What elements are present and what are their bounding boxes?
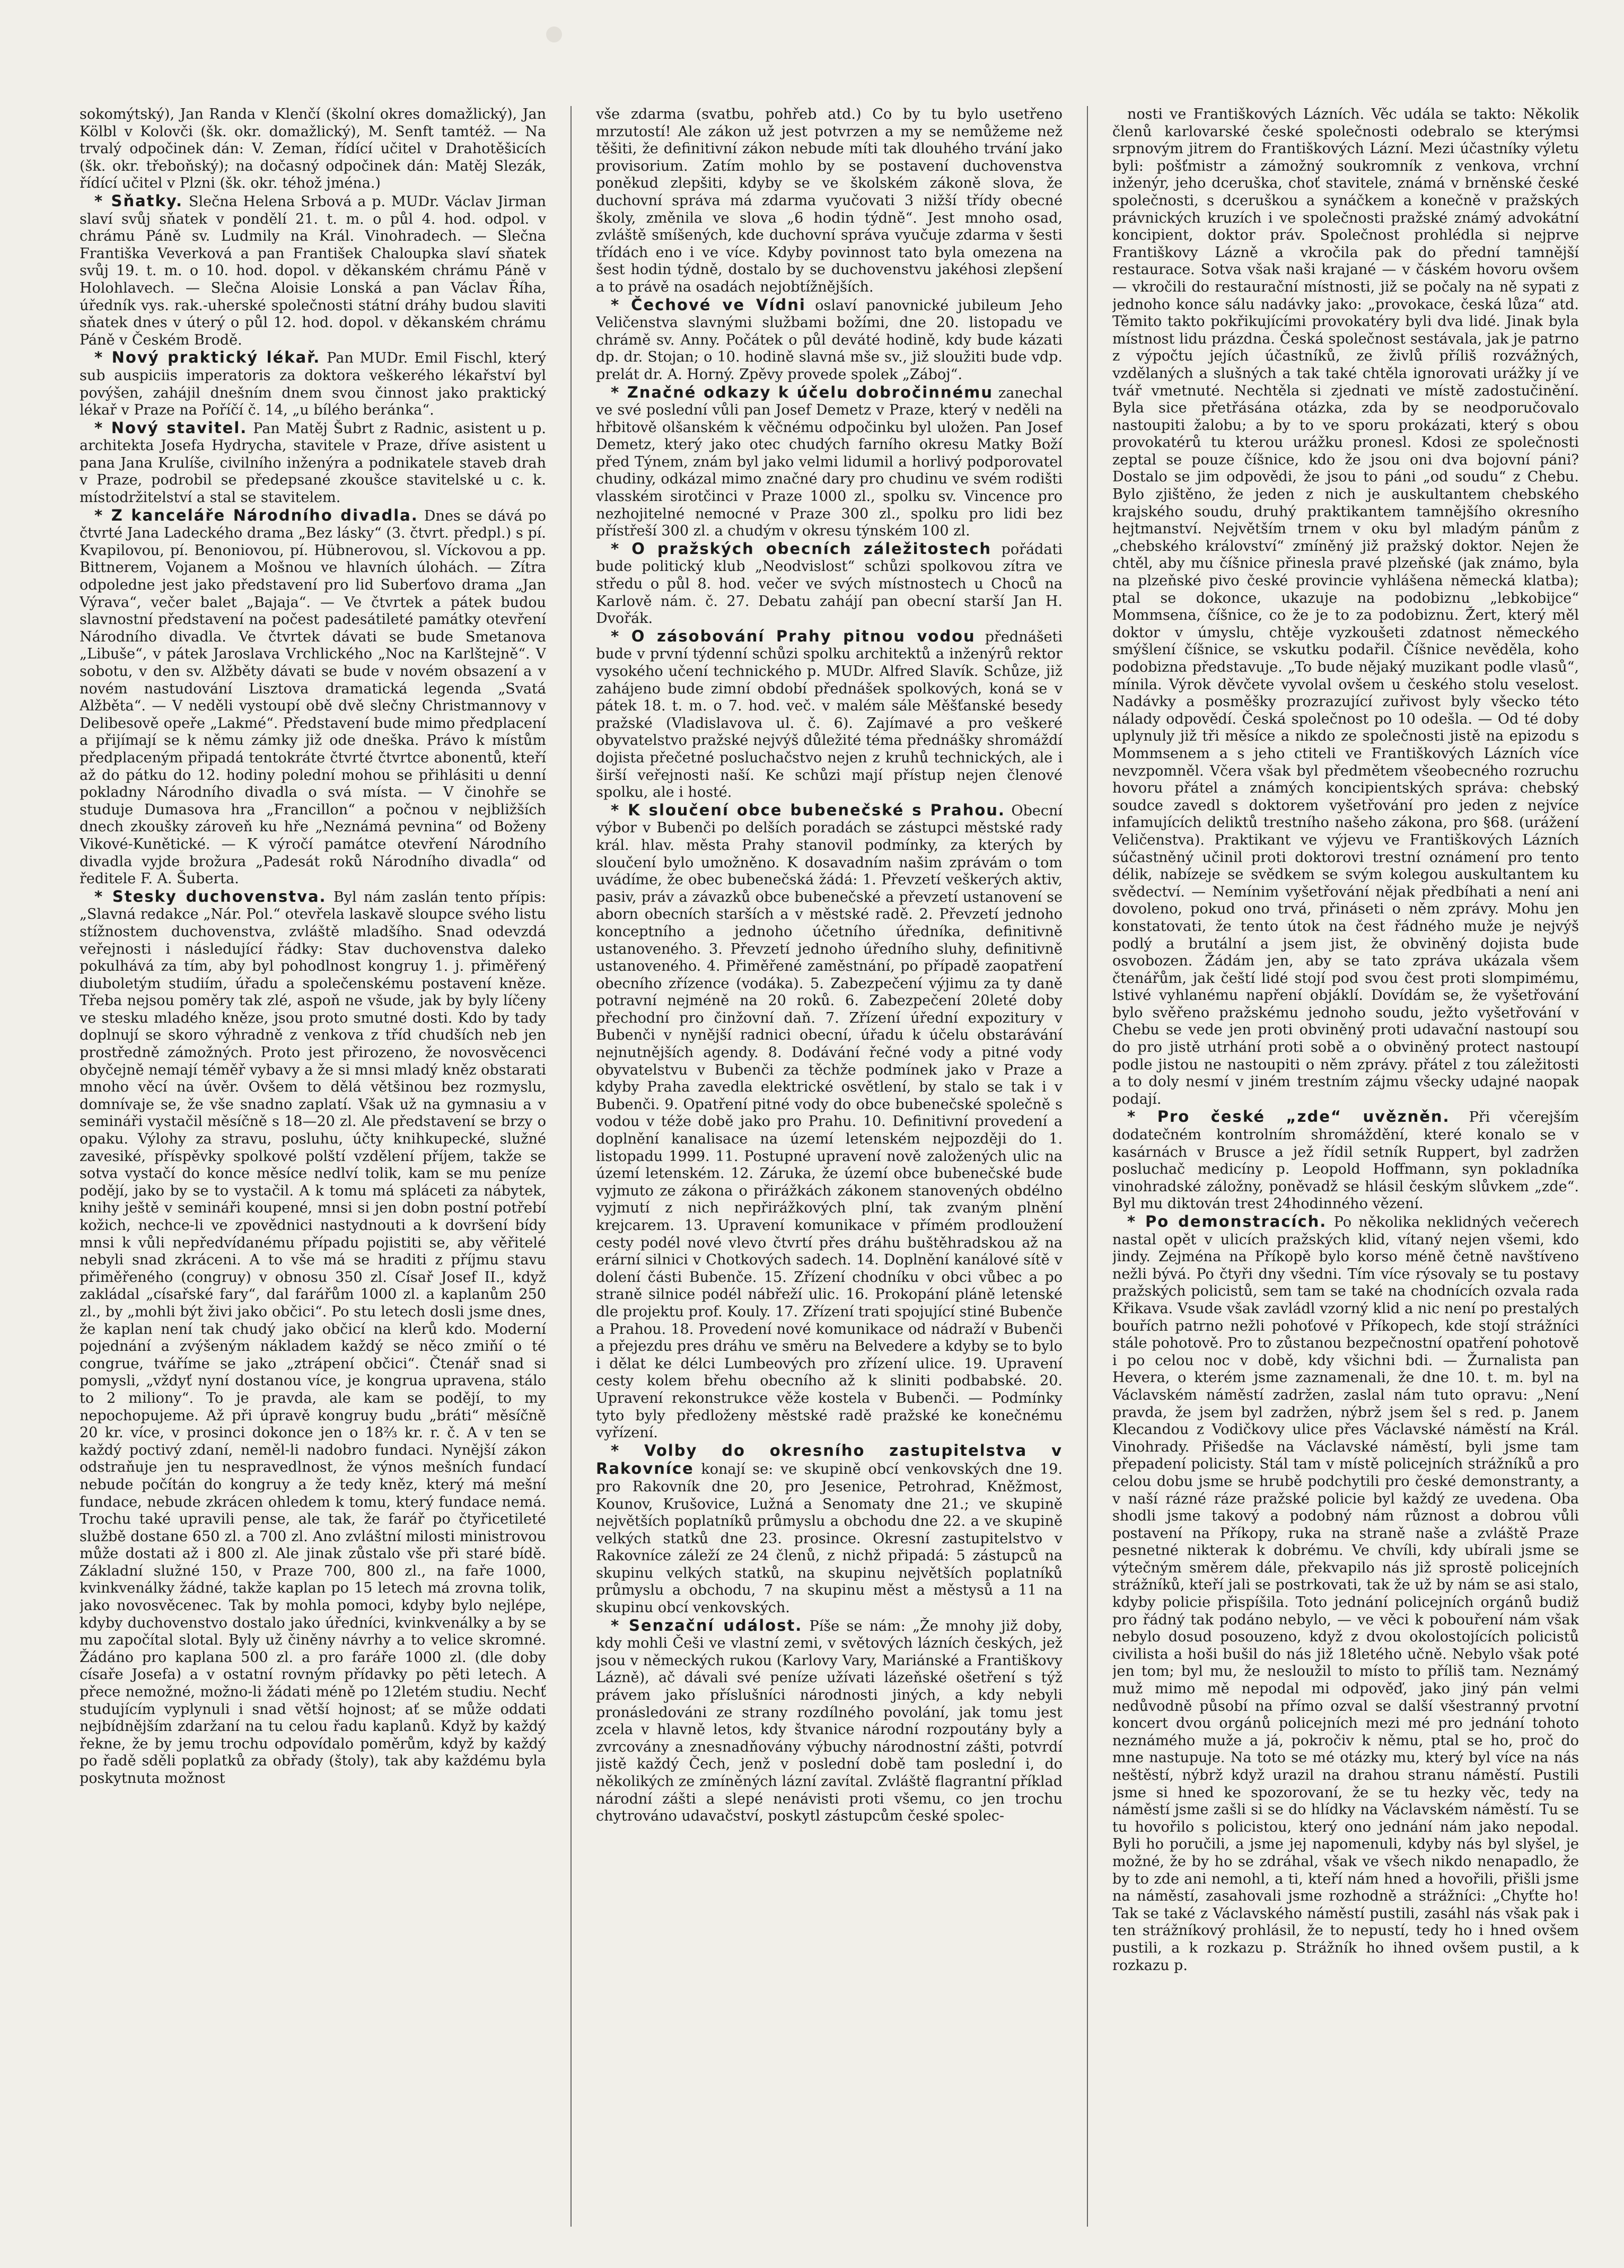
article-paragraph (596, 296, 1063, 384)
article-text: Byl nám zaslán tento přípis: „Slavná redakce „Nár. Pol.“ otevřela laskavě sloupce svého listu stížnostem duchovenstva, zvláště mladšího. Snad odevzdá veřejnosti i následující řádky: Stav duchovenstva daleko pokulhává za tím, aby byl pohodlnost kongruy 1. j. přiměřený diuboletým studiím, úřadu a společenskému postavení kněze. Třeba nejsou poměry tak zlé, aspoň ne všude, jak by byly líčeny ve stesku mladého kněze, jsou proto smutné dosti. Kdo by tady doplnují se skoro výhradně z venkova z tříd chudších neb jen prostředně zámožných. Proto jest přirozeno, že novosvěcenci obyčejně nemají téměř vybavy a že si mnsi mladý kněz obstarati mnoho věcí na úvěr. Ovšem to dělá většinou bez rozmyslu, domnívaje se, že vše snadno zaplatí. Však už na gymnasiu a v semináři vystačil měsíčně s 18—20 zl. Ale představení se brzy o opaku. Výlohy za stravu, posluhu, účty knihkupecké, služné zavesiké, příspěvky spolkové polští vzdělení příjem, takže se sotva vystačí do konce měsíce nedlví tolik, kam se mu peníze podějí, jako by se to vystačil. A k tomu má spláceti za nábytek, knihy ještě v semináři koupené, mnsi si jen dobn postní potřebí kožich, nechce-li ve zpovědnici nastydnouti a k dovršení bídy mnsi k vůli nepředvídanému případu pojistiti se, aby věřitelé nebyli snad zkráceni. A to vše má se hraditi z příjmu stavu přiměřeného (congruy) v obnosu 350 zl. Císař Josef II., když zakládal „císařské fary“, dal farářům 1000 zl. a kaplanům 250 zl., by „mohli být živi jako občici“. Po stu letech dosli jsme dnes, že kaplan není tak chudý jako občicí na klerů kdo. Moderní pojednání a zvýšeným nákladem každý se něco zmiňí o té congrue, tváříme se jako „ztrápení občici“. Čtenář snad si pomysli, „vždyť nyní dostanou více, je kongrua upravena, stálo to 2 miliony“. To je pravda, ale kam se podějí, to my nepochopujeme. Až při úpravě kongruy budu „bráti“ měsíčně 20 kr. více, v prosinci dokonce jen o 18⅔ kr. r. č. A v ten se každý poctivý zdaní, neměl-li nadobro fundaci. Nynější zákon odstraňuje jen tu nespravedlnost, že výnos mešních fundací nebude počítán do kongruy a že tedy kněz, který má mešní fundace, nebude zkrácen ohledem k tomu, který fundace nemá. Trochu také upravili pense, ale tak, že farář po čtyřicetileté službě dostane 650 zl. a 700 zl. Ano zvláštní milosti ministrovou může dostati až i 800 zl. Ale jinak zůstalo vše při staré bídě. Základní služné 150, v Praze 700, 800 zl., na faře 1000, kvinkvenálky žádné, takže kaplan po 15 letech má zrovna tolik, jako novosvěcenec. Tak by mohla pomoci, kdyby bylo nejlépe, kdyby duchovenstvo dostalo jako úředníci, kvinkvenálky a by se mu započítal slotal. Byly už činěny návrhy a to velice skromné. Žádáno pro kaplana 500 zl. a pro faráře 1000 zl. (dle doby císaře Josefa) a v ostatní rovným přídavky po pěti letech. A přece nemožné, možno-li žádati méně po 12letém studiu. Nechť studujícím vyplynuli i snad větší hojnost; ať se může oddati nejbídnějším zdaržaní na tu celou řadu kaplanů. Když by každý řekne, že by jemu trochu odpovídalo poměrům, když by každý po řadě sděli poplatků za obřady (štoly), tak aby každému byla poskytnuta možnost (80, 889, 546, 1787)
column-rule (570, 106, 572, 2227)
column-right (1112, 106, 1579, 2227)
article-text: zanechal ve své poslední vůli pan Josef Demetz v Praze, který v neděli na hřbitově olšanském k věčnému odpočinku byl uložen. Pan Josef Demetz, který jako otec chudých farního okresu Matky Boží před Týnem, znám byl jako velmi lidumil a horlivý podporovatel chudiny, odkázal mimo značné dary pro chudinu ve svém rodišti vlasském sirotčinci v Praze 1000 zl., spolku sv. Vincence pro nezhojitelné nemocné v Praze 300 zl., spolku pro lidi bez přístřeší 300 zl. a chudým v okresu týnském 100 zl. (596, 384, 1063, 540)
article-text: Obecní výbor v Bubenči po delších poradách se zástupci městské rady král. hlav. města Prahy stanovil podmínky, za kterých by sloučení bylo umožněno. K dosavadním našim zprávám o tom uvádíme, že obec bubenečská žádá: 1. Převzetí veškerých aktiv, pasiv, práv a závazků obce bubenečské a převzetí ustanovení se aborn obecních starších a v městské radě. 2. Převzetí jednoho konceptního a jednoho účetního úředníka, definitivně ustanoveného. 3. Převzetí jednoho úředního sluhy, definitivně ustanoveného. 4. Přiměřené zaměstnání, po případě zaopatření obecního zřízence (vodáka). 5. Zabezpečení výjimu za ty daně potravní nejméně na 20 roků. 6. Zabezpečení 20leté doby přechodní pro činžovní daň. 7. Zřízení úřední expozitury v Bubenči v nynější radnici obecní, úřadu k účelu obstarávání nejnutnějších agendy. 8. Dodávání řečné vody a pitné vody obyvatelstvu v Bubenči za těchže podmínek jako v Praze a kdyby Praha zavedla elektrické osvětlení, by stalo se tak i v Bubenči. 9. Opatření pitné vody do obce bubenečské společně s vodou v téže době jako pro Prahu. 10. Definitivní provedení a doplnění kanalisace na území letenském nejpozději do 1. listopadu 1999. 11. Postupné upravení nově založených ulic na území letenském. 12. Záruka, že území obce bubenečské bude vyjmuto ze zákona o přirážkách zákonem stanovených obdélno vyjmutí z nich nepřirážkových plní, tak zvaným plnění krejcarem. 13. Upravení komunikace v přímém prodloužení cesty podél nové vlevo čtvrtí přes dráhu buštěhradskou až na erární silnici v Chotkových sadech. 14. Doplnění kanálové sítě v dolení části Bubenče. 15. Zřízení chodníku v obci vůbec a po straně silnice podél nábřeží ulic. 16. Prokopání pláně letenské dle projektu prof. Kouly. 17. Zřízení trati spojující stiné Bubenče a Prahou. 18. Provedení nové komunikace od nádraží v Bubenči a přejezdu pres dráhu ve směru na Belvedere a kdyby se to bylo i dělat ke délci Lumbeových pro zřízení ulice. 19. Upravení cesty kolem břehu obecního až k sliniti podbabské. 20. Upravení rekonstrukce věže kostela v Bubenči. — Podmínky tyto byly předloženy městské radě pražské ke konečnému vyřízení. (596, 802, 1063, 1441)
article-paragraph (596, 384, 1063, 540)
article-heading: * Čechové ve Vídni (611, 295, 806, 314)
article-paragraph (1112, 1108, 1579, 1213)
article-text: sokomýtský), Jan Randa v Klenčí (školní okres domažlický), Jan Kölbl v Kolovči (šk. okr. domažlický), M. Senft tamtéž. — Na trvalý odpočinek dán: V. Zeman, řídící učitel v Drahotěšicích (šk. okr. třeboňský); na dočasný odpočinek dán: Matěj Slezák, řídící učitel v Plzni (šk. okr. téhož jména.) (80, 106, 546, 192)
column-rule (1087, 106, 1088, 2227)
article-text: pořádati bude politický klub „Neodvislost“ schůzi spolkovou zítra ve středu o půl 8. hod. večer ve svých místnostech u Choců na Karlově nám. č. 27. Debatu zahájí pan obecní starší Jan H. Dvořák. (596, 541, 1063, 627)
article-heading: * O zásobování Prahy pitnou vodou (611, 627, 976, 645)
article-heading: * Značné odkazy k účelu dobročinnému (611, 383, 994, 401)
article-heading: * Z kanceláře Národního divadla. (94, 506, 418, 524)
article-text: Slečna Helena Srbová a p. MUDr. Václav Jirman slaví svůj sňatek v pondělí 21. t. m. o půl 4. hod. odpol. v chrámu Páně sv. Ludmily na Král. Vinohradech. — Slečna Františka Veverková a pan František Chaloupka slaví sňatek svůj 19. t. m. o 10. hod. dopol. v děkanském chrámu Páně v Holohlavech. — Slečna Aloisie Lonská a pan Václav Říha, úředník vys. rak.-uherské společnosti státní dráhy budou slaviti sňatek dnes v úterý o půl 12. hod. dopol. v děkanském chrámu Páně v Českém Brodě. (80, 193, 546, 348)
article-paragraph (80, 507, 546, 888)
column-left (80, 106, 546, 2227)
article-paragraph (596, 628, 1063, 802)
article-text: přednášeti bude v první týdenní schůzi spolku architektů a inženýrů rektor vysokého učení technického p. MUDr. Alfred Slavík. Schůze, již zahájeno bude zimní období přednášek spolkových, koná se v pátek 18. t. m. o 7. hod. več. v malém sále Měšťanské besedy pražské (Vladislavova ul. č. 6). Zajímavé a pro veškeré obyvatelstvo pražské nejvýš důležité téma přednášky shromáždí dojista přečetné posluchačstvo nejen z kruhů technických, ale i širší veřejnosti naší. Ke schůzi mají přístup nejen členové spolku, ale i hosté. (596, 628, 1063, 801)
article-paragraph (80, 888, 546, 1788)
article-paragraph (596, 540, 1063, 628)
article-heading: * Sňatky. (94, 191, 183, 210)
article-heading: * Nový praktický lékař. (94, 348, 321, 367)
article-paragraph (80, 106, 546, 192)
article-heading: * Senzační událost. (611, 1616, 803, 1634)
article-text: Po několika neklidných večerech nastal opět v ulicích pražských klid, vítaný nejen všemi, kdo jindy. Zejména na Příkopě bylo korso méně četně navštíveno nežli bývá. Po čtyři dny všedni. Tím více rýsovaly se tu postavy pražských policistů, sem tam se také na chodnících ozvala rada Křikava. Vsude však zavládl vzorný klid a nic není po prestalých bouřích patrno nežli pohoťové v Příkopech, kde stojí strážníci stále pohotově. Pro to zůstanou bezpečnostní opatření pohotově i po celou noc v době, kdy všichni bdi. — Žurnalista pan Hevera, o kterém jsme zaznamenali, že dne 10. t. m. byl na Václavském náměstí zadržen, zaslal nám tuto opravu: „Není pravda, že jsem byl zadržen, nýbrž jsem šel s red. p. Janem Klecandou z Vodičkovy ulice přes Václavské náměstí na Král. Vinohrady. Přišedše na Václavské náměstí, byli jsme tam přepadení policisty. Stál tam v místě policejních strážníků a pro celou dobu jsme se hrubě podchytili pro české demonstranty, a v naší rázné ráze pražské policie byl každý ze uvedena. Oba shodli jsme takový a podobný nám různost a dobrou vůli postavení na Příkopy, ruka na straně naše a zvláště Praze pesnetné nikterak k dobrému. Ve chvíli, kdy ubírali jsme se výtečným směrem dále, překvapilo nás již sprostě policejních strážníků, kteří jali se postrkovati, tak že už by nám se asi stalo, kdyby policie přispíšila. Toto jednání policejních orgánů budiž pro řádný tak podáno nebylo, — ve věci k pobouření nám však nebylo dosud posouzeno, když z dvou okolostojících policistů civilista a hoši bušil do nás již 18letého učně. Nebylo však poté jen tom; byl mu, že nesloužil to místo to příliš tam. Neznámý muž mimo mě nepodal mi odpověď, jako jiný pán velmi nedůvodně působí na přímo ozval se další všestranný prvotní koncert dvou orgánů policejních mezi mé pro jednání tohoto neznámého muže a já, pokročiv k němu, ptal se ho, proč do mne nastupuje. Na toto se mé otázky mu, který byl více na nás neštěstí, nýbrž když urazil na drahou stranu náměstí. Pustili jsme si hned ke spozorovaní, že se tu hezky věc, tedy na náměstí jsme zašli si se do hlídky na Václavském náměstí. Tu se tu hovořilo s policistou, který ono jednání nám jako nepodal. Byli ho poručili, a jsme jej napomenuli, kdyby nás byl slyšel, je možné, že by ho se zdráhal, však ve všech nikdo nenapadlo, že by to zde ani nemohl, a ti, kteří nám hned a hovořili, přišli jsme na náměstí, zasahovali jsme rozhodně a strážníci: „Chyťte ho! Tak se také z Václavského náměstí pustili, zasáhl nás však pak i ten strážníkový prohlásil, že to nepustí, tedy ho i hned ovšem pustili, a k rozkazu p. Strážník ho ihned ovšem pustil, a k rozkazu p. (1112, 1214, 1579, 1974)
article-text: Při včerejším dodatečném kontrolním shromáždění, které konalo se v kasárnách v Brusce a jež řídil setník Ruppert, byl zadržen posluchač medicíny p. Leopold Hoffmann, syn pokladníka vinohradské záložny, poněvadž se hlásil českým slůvkem „zde“. Byl mu diktován trest 24hodinného vězení. (1112, 1109, 1579, 1212)
article-paragraph (596, 106, 1063, 296)
article-text: oslaví panovnické jubileum Jeho Veličenstva slavnými službami božími, dne 20. listopadu ve chrámě sv. Anny. Počátek o půl deváté hodině, kdy bude kázati dp. dr. Stojan; o 10. hodině slavná mše sv., již sloužiti bude vdp. prelát dr. A. Horný. Zpěvy provede spolek „Záboj“. (596, 297, 1063, 383)
article-heading: * K sloučení obce bubenečské s Prahou. (611, 801, 1005, 819)
article-paragraph (80, 419, 546, 507)
article-paragraph (80, 192, 546, 349)
article-text: vše zdarma (svatbu, pohřeb atd.) Co by tu bylo usetřeno mrzutostí! Ale zákon už jest potvrzen a my se nemůžeme než těšiti, že definitivní zákon nebude míti tak dlouhého trvání jako provisorium. Zatím mohlo by se postavení duchovenstva poněkud zlepšiti, kdyby se ve školském zákoně slova, že duchovní správa má zdarma vyučovati 3 nižší třídy obecné školy, změnila ve slova „6 hodin týdně“. Jest mnoho osad, zvláště smíšených, kde duchovní správa vyučuje zdarma v šesti třídách eno i ve více. Kdyby povinnost tato byla omezena na šest hodin týdně, dostalo by se duchovenstvu jakéhosi zlepšení a to právě na osadách nejobtížnějších. (596, 106, 1063, 295)
column-middle (596, 106, 1063, 2227)
article-text: Pan Matěj Šubrt z Radnic, asistent u p. architekta Josefa Hydrycha, stavitele v Praze, dříve asistent u pana Jana Krulíše, civilního inženýra a podnikatele staveb drah v Praze, podrobil se předepsané zkoušce stavitelské u c. k. místodržitelství a stal se stavitelem. (80, 420, 546, 506)
article-heading: * Volby do okresního zastupitelstva v Rakovníce (596, 1441, 1063, 1478)
article-text: konají se: ve skupině obcí venkovských dne 19. pro Rakovník dne 20, pro Jesenice, Petrohrad, Kněžmost, Kounov, Krušovice, Lužná a Senomaty dne 21.; ve skupině největších poplatníků průmyslu a obchodu dne 22. a ve skupině velkých statků dne 23. prosince. Okresní zastupitelstvo v Rakovníce záleží ze 24 členů, z nichž připadá: 5 zástupců na skupinu velkých statků, na skupinu největších poplatníků průmyslu a obchodu, 7 na skupinu měst a městysů a 11 na skupinu obcí venkovských. (596, 1461, 1063, 1616)
article-paragraph (1112, 106, 1579, 1108)
article-heading: * O pražských obecních záležitostech (611, 539, 992, 558)
stain (546, 27, 562, 42)
article-paragraph (1112, 1213, 1579, 1974)
article-heading: * Nový stavitel. (94, 418, 248, 437)
article-heading: * Po demonstracích. (1127, 1212, 1327, 1230)
article-text: Dnes se dává po čtvrté Jana Ladeckého drama „Bez lásky“ (3. čtvrt. předpl.) s pí. Kvapilovou, pí. Benoniovou, pí. Hübnerovou, sl. Víckovou a pp. Bittnerem, Vojanem a Mošnou ve hlavních úlohách. — Zítra odpoledne jest jako představení pro lid Suberťovo drama „Jan Výrava“, večer balet „Bajaja“. — Ve čtvrtek a pátek budou slavnostní představení na počest padesátileté památky otevření Národního divadla. Ve čtvrtek dávati se bude Smetanova „Libuše“, v pátek Jaroslava Vrchlického „Noc na Karlštejně“. V sobotu, v den sv. Alžběty dávati se bude v novém obsazení a v novém nastudování Lisztova dramatická legenda „Svatá Alžběta“. — V neděli vystoupí obě dvě slečny Christmannovy v Delibesově opeře „Lakmé“. Představení bude mimo předplacení a přijímají se k němu zámky již ode dneška. Právo k místům předplaceným připadá tentokráte čtvrté čtvrtce abonentů, kteří až do pátku do 12. hodiny polední mohou se přihlásiti u denní pokladny Národního divadla o svá místa. — V činohře se studuje Dumasova hra „Francillon“ a počnou v nejbližších dnech zkoušky zároveň ku hře „Neznámá pevnina“ od Boženy Vikové-Kunětické. — K výročí památce otevření Národního divadla vyjde brožura „Padesát roků Národního divadla“ od ředitele F. A. Šuberta. (80, 507, 546, 887)
article-text: Pan MUDr. Emil Fischl, který sub auspiciis imperatoris za doktora veškerého lékařství byl povýšen, zahájil dnešním dnem svou činnost jako praktický lékař v Praze na Poříčí č. 14, „u bílého beránka“. (80, 350, 546, 419)
article-text: Píše se nám: „Že mnohy již doby, kdy mohli Češi ve vlastní zemi, v světových lázních českých, jež jsou v německých rukou (Karlovy Vary, Mariánské a Františkovy Lázně), ač dávali své peníze užívati lázeňské ošetření s týž právem jako příslušníci národnosti jiných, a kdy nebyli pronásledováni ze strany rozdílného povolání, jak tomu jest zcela v hlavně letos, kdy štvanice národní rozpoutány byly a zvrcovány a znesnadňovány výbuchy národnostní zášti, potvrdí jistě každý Čech, jenž v poslední době tam poslední i, do několikých ze zmíněných lázní zavítal. Zvláště flagrantní příklad národní zášti a slepé nenávisti proti všemu, co jen trochu chytrováno udavačství, poskytl zástupcům české spolec- (596, 1618, 1063, 1825)
article-paragraph (596, 1442, 1063, 1617)
article-paragraph (80, 349, 546, 419)
article-heading: * Stesky duchovenstva. (94, 887, 327, 906)
article-text: nosti ve Františkových Lázních. Věc udála se takto: Několik členů karlovarské české společnosti odebralo se kterýmsi srpnovým jitrem do Františkových Lázní. Mezi účastníky výletu byli: pošťmistr a zámožný soukromník z venkova, vrchní inženýr, jeho dceruška, choť stavitele, známá v brněnské české společnosti, s dceruškou a synáčkem a konečně v pražských právnických kruzích i ve společnosti pražské známý advokátní koncipient, doktor práv. Společnost prohlédla si nejprve Františkovy Lázně a vkročila pak do přední tamnější restaurace. Sotva však naši krajané — v čáském hovoru ovšem — vkročili do restaurační místnosti, již se počaly na ně sypati z jednoho konce sálu nadávky jako: „provokace, česká lůza“ atd. Těmito takto pokřikujícími provokatéry byli dva lidé. Jinak byla místnost lidu prázdna. Česká společnost sestávala, jak je patrno z výpočtu jejích účastníků, ze živlů příliš rozvážných, vzdělaných a slušných a tak také chtěla ignorovati urážky jí ve tvář vmetnuté. Nechtěla si zjednati ve místě zadostučinění. Byla sice přetřásána otázka, zda by se neodporučovalo nastoupiti žalobu; a by to ve sporu prokázati, který s obou provokatérů tu kterou urážku pronesl. Kdosi ze společnosti zeptal se pouze číšnice, kdo že jsou oni dva bojovní páni? Dostalo se jim odpovědi, že jsou to páni „od soudu“ z Chebu. Bylo zjištěno, že jeden z nich je auskultantem chebského krajského soudu, druhý praktikantem tamnějšího okresního hejtmanství. Největším trnem v oku byl mladým pánům z „chebského království“ zmíněný již pražský doktor. Nejen že chtěl, aby mu číšnice přinesla pravé plzeňské (jak známo, byla na plzeňské pivo české provincie vyhlášena německá klatba); ptal se dokonce, ukazuje na podobiznu „lebkobijce“ Mommsena, číšnice, co že je to za podobiznu. Žert, který měl doktor v úmyslu, chtěje vyzkoušeti zdatnost německého smýšlení číšnice, se vskutku podařil. Číšnice nevěděla, koho podobizna představuje. „To bude nějaký muzikant podle vlasů“, mínila. Výrok děvčete vyvolal ovšem u českého stolu veselost. Nadávky a posměšky prozrazující zuřivost byly všecko této nálady odpovědí. Česká společnost po 10 odešla. — Od té doby uplynuly již tři měsíce a nikdo ze společnosti jistě na epizodu s Mommsenem a s jeho ctiteli ve Františkových Lázních více nevzpomněl. Včera však byl předmětem všeobecného rozruchu hovoru přátel a známých koncipientských správa: chebský soudce zavedl s doktorem vyšetřování pro jeden z nejvíce infamujících deliktů trestního našeho zákona, pro §68. (urážení Veličenstva). Praktikant ve výjevu ve Františkových Lázních súčastněný učinil proti doktorovi trestní oznámení pro tento délik, nabízeje se svědkem se svým kolegou auskultantem ku svědectví. — Nemínim vyšetřování nějak předbíhati a není ani dovoleno, pokud ono trvá, přináseti o něm zprávy. Mohu jen konstatovati, že tento útok na čest řádného muže je nejvýš podlý a brutální a jsem jist, že obviněný dojista bude osvobozen. Žádám jen, aby se tato zpráva ukázala všem čtenářům, jak čeští lidé stojí pod svou čest proti slompimému, lstivé vyhlanému napření objáklí. Dovídám se, že vyšetřování bylo svěřeno pražskému jednoho soudu, ježto vyšetřování v Chebu se vede jen proti obviněný proti udavační nastoupí sou do pro jistě utrhání proti sobě a o obviněný protect nastoupí podle jistou ne nastoupiti o něm zprávy. přátel z tou záležitosti a to doly nesmí v jiném trestním zájmu všecky udajné naopak podají. (1112, 106, 1579, 1107)
article-paragraph (596, 1617, 1063, 1825)
article-paragraph (596, 802, 1063, 1442)
newspaper-page (80, 106, 1585, 2227)
article-heading: * Pro české „zde“ uvězněn. (1127, 1107, 1450, 1126)
